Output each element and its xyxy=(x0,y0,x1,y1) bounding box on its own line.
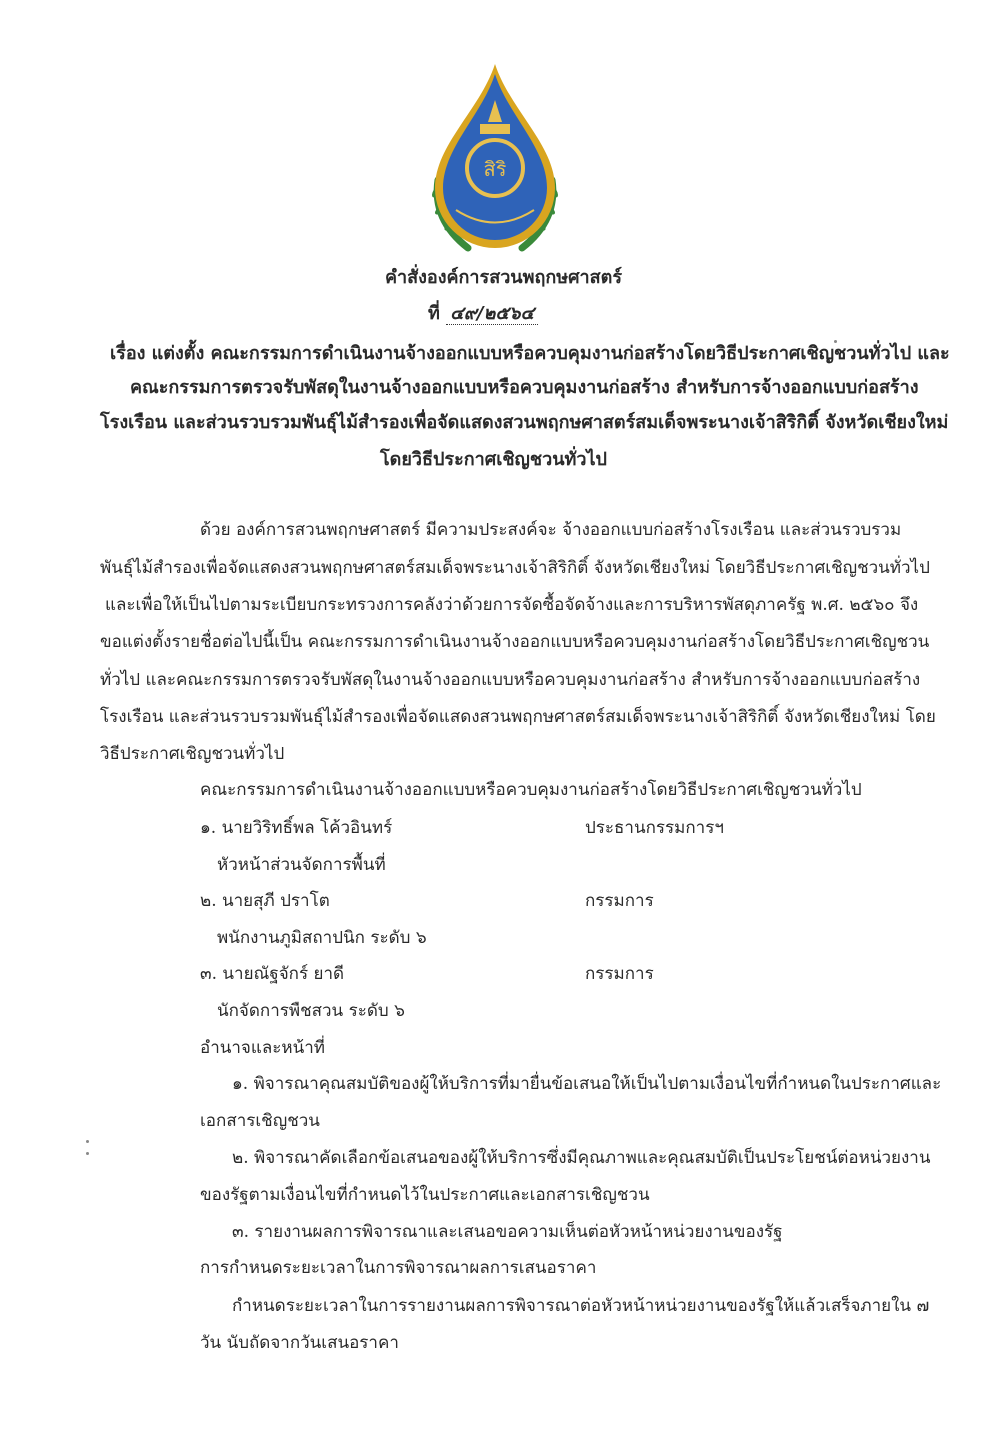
body-line-7: วิธีประกาศเชิญชวนทั่วไป xyxy=(100,744,285,764)
body-line-6: โรงเรือน และส่วนรวบรวมพันธุ์ไม้สำรองเพื่อจัดแสดงสวนพฤกษศาสตร์สมเด็จพระนางเจ้าสิริกิติ์ จังหวัดเชียงใหม่ โดย xyxy=(100,707,936,727)
body-line-4: ขอแต่งตั้งรายชื่อต่อไปนี้เป็น คณะกรรมการดำเนินงานจ้างออกแบบหรือควบคุมงานก่อสร้างโดยวิธีประกาศเชิญชวน xyxy=(100,632,930,652)
member-1-role: ประธานกรรมการฯ xyxy=(585,818,724,838)
body-line-2: พันธุ์ไม้สำรองเพื่อจัดแสดงสวนพฤกษศาสตร์สมเด็จพระนางเจ้าสิริกิติ์ จังหวัดเชียงใหม่ โดยวิธีประกาศเชิญชวนทั่วไป xyxy=(100,558,930,578)
duty-2-line-2: ของรัฐตามเงื่อนไขที่กำหนดไว้ในประกาศและเอกสารเชิญชวน xyxy=(200,1185,650,1205)
organization-seal-logo xyxy=(420,60,570,260)
member-3-role: กรรมการ xyxy=(585,964,654,984)
member-3-position: นักจัดการพืชสวน ระดับ ๖ xyxy=(217,1001,405,1021)
scan-speck xyxy=(86,1152,89,1155)
member-2-position: พนักงานภูมิสถาปนิก ระดับ ๖ xyxy=(217,928,427,948)
timeline-heading: การกำหนดระยะเวลาในการพิจารณาผลการเสนอราคา xyxy=(200,1258,597,1278)
committee-heading: คณะกรรมการดำเนินงานจ้างออกแบบหรือควบคุมงานก่อสร้างโดยวิธีประกาศเชิญชวนทั่วไป xyxy=(200,780,862,800)
scan-speck xyxy=(834,340,837,343)
subject-line-4: โดยวิธีประกาศเชิญชวนทั่วไป xyxy=(380,449,607,470)
body-line-3: และเพื่อให้เป็นไปตามระเบียบกระทรวงการคลังว่าด้วยการจัดซื้อจัดจ้างและการบริหารพัสดุภาครัฐ พ.ศ. ๒๕๖๐ จึง xyxy=(105,595,919,615)
duty-1-line-1: ๑. พิจารณาคุณสมบัติของผู้ให้บริการที่มายื่นข้อเสนอให้เป็นไปตามเงื่อนไขที่กำหนดในประกาศและ xyxy=(232,1074,942,1094)
svg-text:สิริ: สิริ xyxy=(483,157,507,181)
duties-heading: อำนาจและหน้าที่ xyxy=(200,1038,325,1058)
timeline-line-1: กำหนดระยะเวลาในการรายงานผลการพิจารณาต่อหัวหน้าหน่วยงานของรัฐให้แล้วเสร็จภายใน ๗ xyxy=(232,1296,930,1316)
duty-3: ๓. รายงานผลการพิจารณาและเสนอขอความเห็นต่อหัวหน้าหน่วยงานของรัฐ xyxy=(232,1222,783,1242)
member-2-name: ๒. นายสุภี ปราโต xyxy=(200,891,330,911)
subject-line-3: โรงเรือน และส่วนรวบรวมพันธุ์ไม้สำรองเพื่อจัดแสดงสวนพฤกษศาสตร์สมเด็จพระนางเจ้าสิริกิติ์ จังหวัดเชียงใหม่ xyxy=(100,412,949,433)
order-title: คำสั่งองค์การสวนพฤกษศาสตร์ xyxy=(384,267,623,288)
timeline-line-2: วัน นับถัดจากวันเสนอราคา xyxy=(200,1333,399,1353)
member-3-name: ๓. นายณัฐจักร์ ยาดี xyxy=(200,964,345,984)
body-line-1: ด้วย องค์การสวนพฤกษศาสตร์ มีความประสงค์จะ จ้างออกแบบก่อสร้างโรงเรือน และส่วนรวบรวม xyxy=(200,520,902,540)
scan-speck xyxy=(86,1140,89,1143)
order-number-value: ๔๙/๒๕๖๔ xyxy=(446,303,538,325)
body-line-5: ทั่วไป และคณะกรรมการตรวจรับพัสดุในงานจ้างออกแบบหรือควบคุมงานก่อสร้าง สำหรับการจ้างออกแบบก่อสร้าง xyxy=(100,670,921,690)
order-number xyxy=(428,302,538,326)
member-1-position: หัวหน้าส่วนจัดการพื้นที่ xyxy=(217,855,386,875)
subject-line-2: คณะกรรมการตรวจรับพัสดุในงานจ้างออกแบบหรือควบคุมงานก่อสร้าง สำหรับการจ้างออกแบบก่อสร้าง xyxy=(130,377,919,398)
subject-line-1: เรื่อง แต่งตั้ง คณะกรรมการดำเนินงานจ้างออกแบบหรือควบคุมงานก่อสร้างโดยวิธีประกาศเชิญชวนทั่วไป และ xyxy=(110,343,950,364)
member-1-name: ๑. นายวิริทธิ์พล โค้วอินทร์ xyxy=(200,818,393,838)
order-number-label: ที่ xyxy=(428,303,440,324)
duty-2-line-1: ๒. พิจารณาคัดเลือกข้อเสนอของผู้ให้บริการซึ่งมีคุณภาพและคุณสมบัติเป็นประโยชน์ต่อหน่วยงาน xyxy=(232,1148,931,1168)
duty-1-line-2: เอกสารเชิญชวน xyxy=(200,1111,320,1131)
member-2-role: กรรมการ xyxy=(585,891,654,911)
